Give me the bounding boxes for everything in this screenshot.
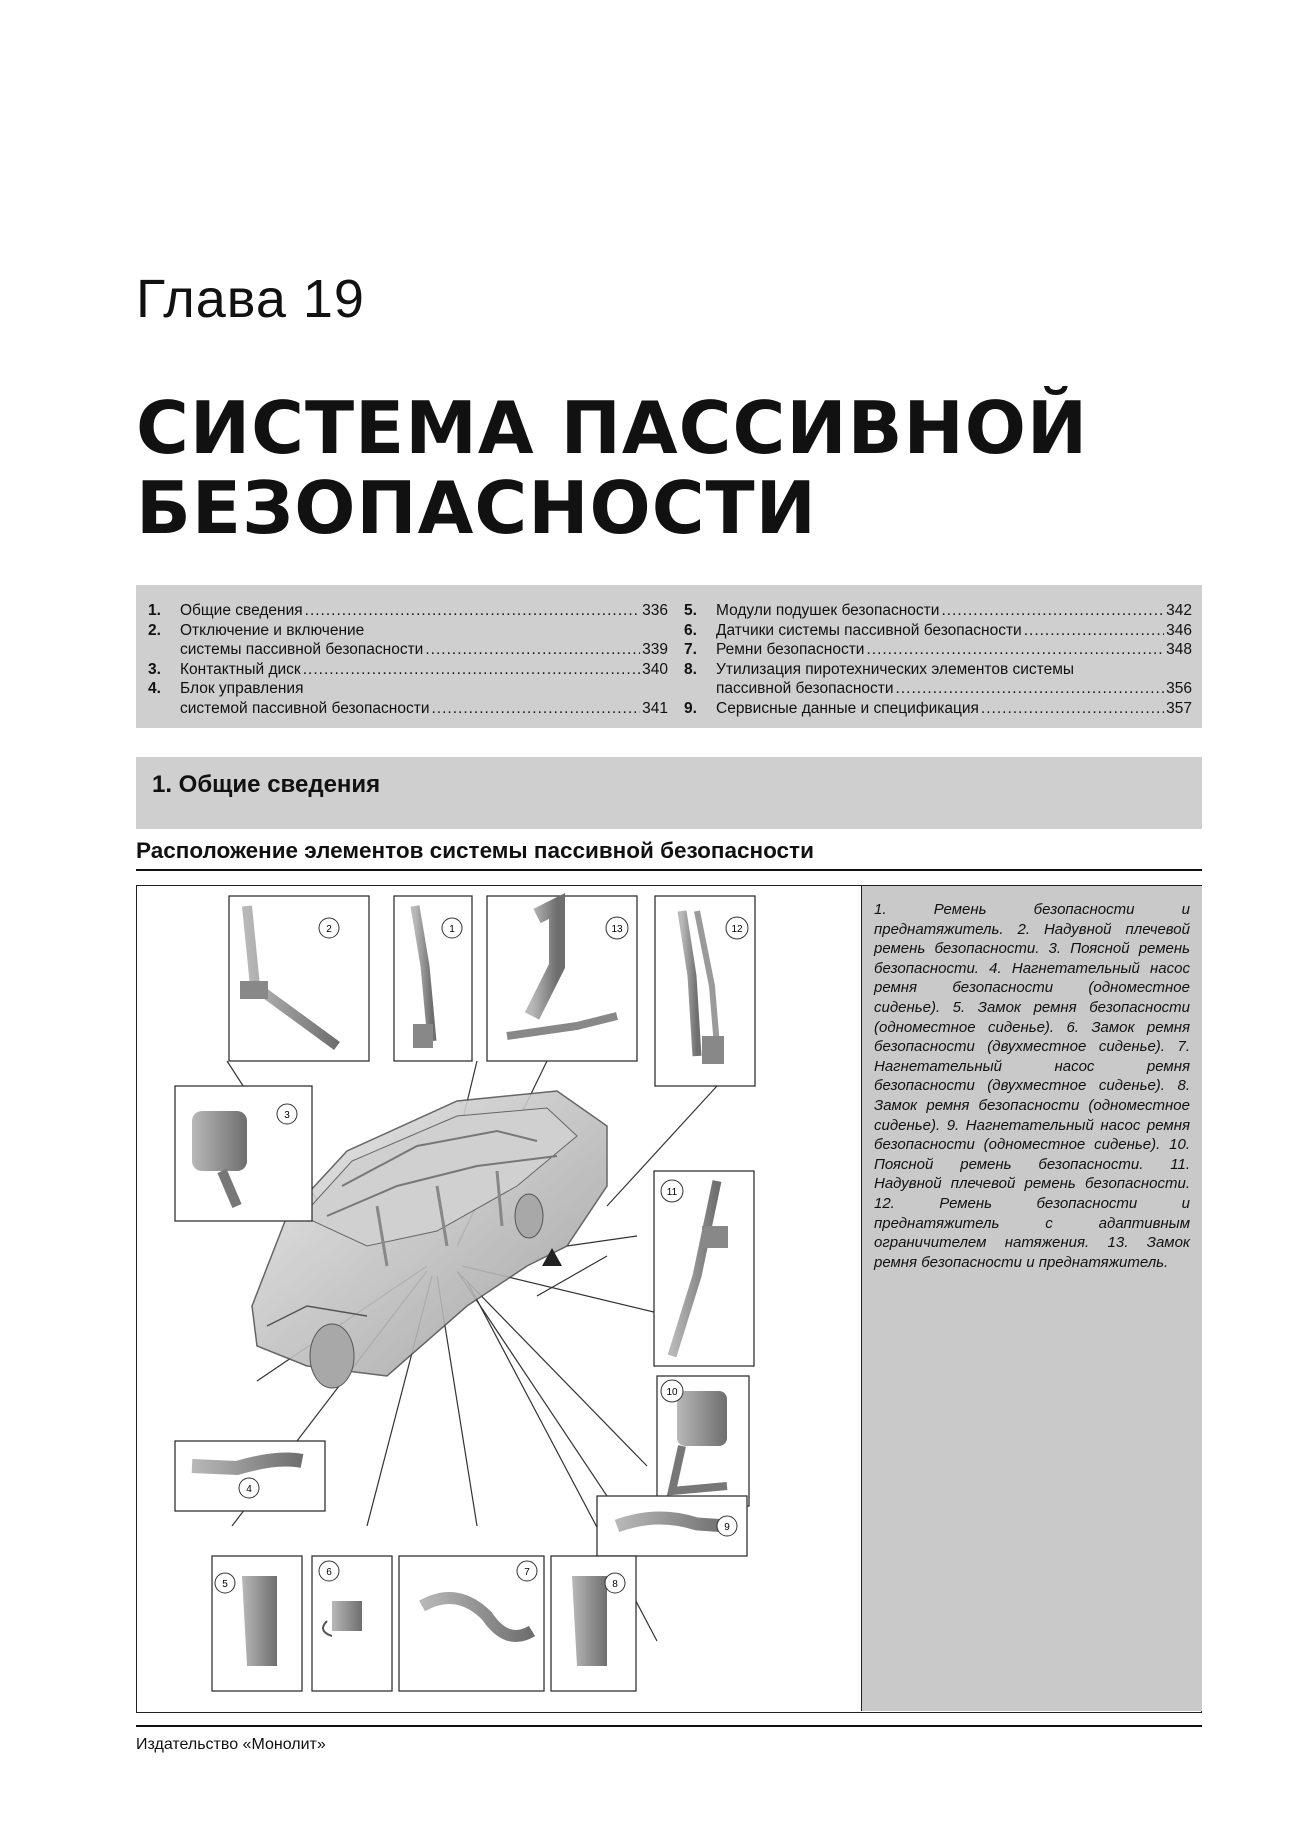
toc-page: 342 (1166, 602, 1192, 619)
subheading: Расположение элементов системы пассивной безопасности (136, 838, 814, 863)
callout-10: 10 (666, 1387, 678, 1398)
chapter-title (136, 388, 1088, 548)
toc-num: 8. (684, 660, 697, 678)
part-box-4 (175, 1441, 325, 1511)
callout-13: 13 (611, 924, 623, 935)
part-box-8 (551, 1556, 636, 1691)
toc-text: Датчики системы пассивной безопасности (716, 621, 1022, 639)
toc-leader (866, 640, 1164, 660)
toc-page: 348 (1166, 641, 1192, 658)
callout-3: 3 (284, 1110, 290, 1121)
toc-num: 1. (148, 602, 161, 619)
callout-9: 9 (724, 1522, 730, 1533)
toc-page: 357 (1166, 699, 1192, 717)
callout-5: 5 (222, 1579, 228, 1590)
callout-6: 6 (326, 1567, 332, 1578)
toc-text: пассивной безопасности (716, 680, 894, 697)
toc-page: 346 (1166, 621, 1192, 639)
chapter-title-line-2: БЕЗОПАСНОСТИ (136, 466, 817, 550)
toc-right-column (684, 601, 1192, 718)
toc-entry[interactable] (684, 621, 1192, 641)
toc-num: 7. (684, 641, 697, 658)
toc-text: системой пассивной безопасности (180, 699, 430, 717)
toc-num (684, 679, 716, 699)
toc-page: 339 (642, 641, 668, 658)
toc-page: 341 (642, 699, 668, 717)
toc-text: Общие сведения (180, 602, 303, 619)
callout-2: 2 (326, 924, 332, 935)
callout-4: 4 (246, 1484, 252, 1495)
toc-leader (305, 601, 640, 621)
toc-leader (431, 699, 640, 719)
toc-entry[interactable] (684, 601, 1192, 621)
toc-num: 3. (148, 660, 161, 678)
toc-num (148, 699, 180, 719)
toc-entry[interactable] (684, 699, 1192, 719)
subheading-rule (136, 869, 1202, 871)
toc-entry[interactable] (684, 679, 1192, 699)
callout-11: 11 (666, 1187, 678, 1198)
callout-7: 7 (524, 1567, 530, 1578)
toc-entry[interactable] (684, 660, 1192, 680)
legend-panel (861, 886, 1202, 1711)
legend-text: 1. Ремень безопасности и преднатяжитель. 2. Надувной плечевой ремень безопасности. 3. Поясной ремень безопасности. 4. Нагнетательный насос ремня безопасности (одноместное сиденье). 5. Замок ремня безопасности (одноместное сиденье). 6. Замок ремня безопасности (двухместное сиденье). 7. Нагнетательный насос ремня безопасности (двухместное сиденье). 8. Замок ремня безопасности (одноместное сиденье). 9. Нагнетательный насос ремня безопасности (одноместное сиденье). 10. Поясной ремень безопасности. 11. Надувной плечевой ремень безопасности. 12. Ремень безопасности и преднатяжитель с адаптивным ограничителем натяжения. 13. Замок ремня безопасности и преднатяжитель. (874, 901, 1190, 1271)
toc-entry[interactable] (148, 640, 668, 660)
toc-text: Блок управления (180, 680, 304, 697)
toc-num: 5. (684, 602, 697, 619)
toc-num: 9. (684, 699, 697, 717)
toc-text: Контактный диск (180, 660, 301, 678)
toc-entry[interactable] (148, 601, 668, 621)
toc-leader (1024, 621, 1164, 641)
toc-entry[interactable] (148, 699, 668, 719)
components-diagram (137, 886, 861, 1712)
toc-num: 6. (684, 621, 697, 639)
toc-text: Модули подушек безопасности (716, 602, 940, 619)
toc-left-column (148, 601, 668, 718)
toc-leader (303, 660, 640, 680)
toc-num (148, 640, 180, 660)
toc-entry[interactable] (148, 679, 668, 699)
toc-text: Утилизация пиротехнических элементов системы (716, 660, 1074, 678)
part-box-2 (229, 896, 369, 1061)
toc-text: Отключение и включение (180, 621, 365, 639)
callout-12: 12 (731, 924, 743, 935)
toc-entry[interactable] (148, 621, 668, 641)
table-of-contents (136, 585, 1202, 728)
toc-text: Сервисные данные и спецификация (716, 699, 979, 717)
section-title: 1. Общие сведения (152, 771, 381, 798)
toc-leader (941, 601, 1164, 621)
chapter-number: Глава 19 (136, 269, 365, 329)
toc-leader (896, 679, 1165, 699)
footer-rule (136, 1725, 1202, 1727)
toc-num: 2. (148, 621, 161, 639)
toc-page: 356 (1166, 680, 1192, 697)
toc-entry[interactable] (148, 660, 668, 680)
toc-num: 4. (148, 680, 161, 697)
toc-text: Ремни безопасности (716, 641, 865, 658)
callout-1: 1 (449, 924, 455, 935)
toc-entry[interactable] (684, 640, 1192, 660)
toc-page: 340 (642, 660, 668, 678)
toc-leader (425, 640, 640, 660)
components-figure (136, 885, 1202, 1713)
publisher: Издательство «Монолит» (136, 1736, 326, 1753)
chapter-title-line-1: СИСТЕМА ПАССИВНОЙ (136, 386, 1089, 470)
callout-8: 8 (612, 1579, 618, 1590)
section-header (136, 757, 1202, 829)
toc-page: 336 (642, 602, 668, 619)
part-box-1 (394, 896, 472, 1061)
toc-text: системы пассивной безопасности (180, 641, 424, 658)
toc-leader (981, 699, 1164, 719)
